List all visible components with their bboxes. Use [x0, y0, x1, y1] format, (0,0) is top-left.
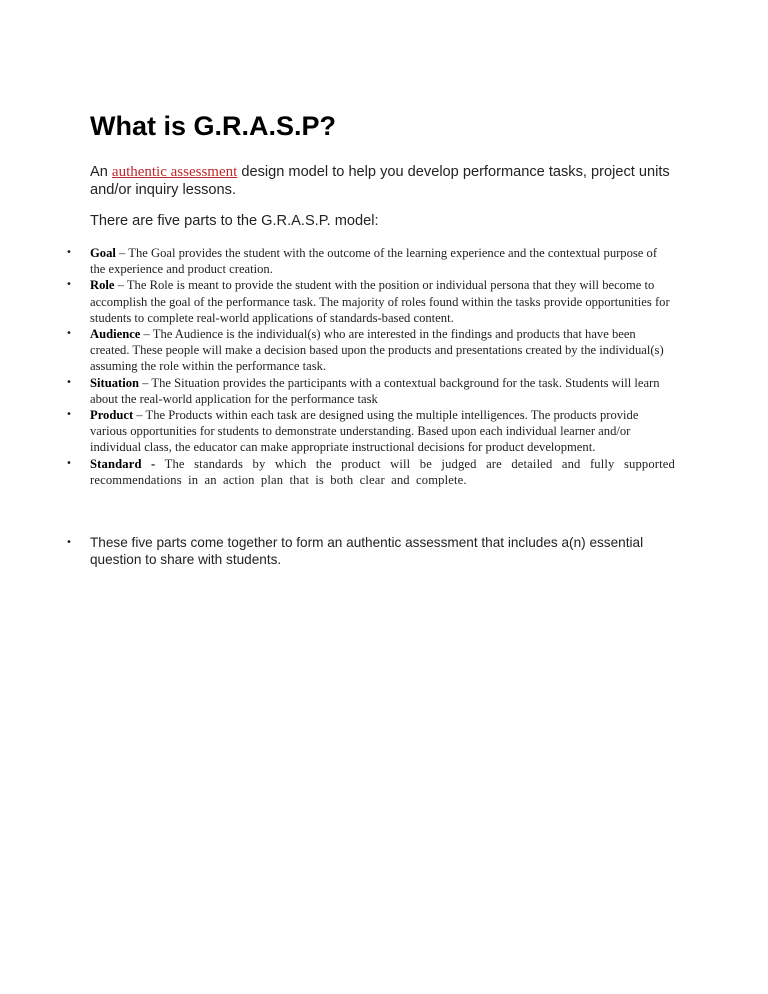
grasp-parts-list	[66, 245, 675, 488]
bullet-icon: •	[66, 328, 72, 340]
list-item-closing	[66, 535, 675, 568]
term-situation: Situation	[90, 375, 139, 390]
page-title: What is G.R.A.S.P?	[90, 111, 337, 141]
separator: –	[133, 408, 146, 423]
list-item-product	[66, 407, 675, 456]
list-item-standard	[66, 456, 675, 488]
list-item-goal	[66, 245, 675, 277]
authentic-assessment-link[interactable]: authentic assessment	[111, 164, 238, 180]
bullet-icon: •	[66, 409, 72, 421]
separator: –	[114, 278, 127, 293]
closing-text: These five parts come together to form an authentic assessment that includes a(n) essential question to share with students.	[90, 535, 644, 567]
bullet-icon: •	[66, 247, 72, 258]
term-goal: Goal	[90, 246, 116, 260]
intro-paragraph	[90, 163, 680, 199]
five-parts-line: There are five parts to the G.R.A.S.P. model:	[90, 213, 379, 229]
list-item-audience	[66, 326, 675, 375]
closing-list	[66, 535, 675, 568]
intro-suffix: design model to help you develop performance tasks, project units and/or inquiry lessons.	[90, 164, 670, 198]
bullet-icon: •	[66, 537, 72, 548]
separator: –	[140, 327, 153, 342]
bullet-icon: •	[66, 376, 72, 388]
description-role: The Role is meant to provide the student with the position or individual persona that they will become to accomplish the goal of the performance task. The majority of roles found within the tasks provide opportunities for students to complete real-world applications of standards-based content.	[90, 278, 670, 325]
list-item-role	[66, 277, 675, 326]
description-situation: The Situation provides the participants with a contextual background for the task. Students will learn about the real-world application for the performance task	[90, 375, 660, 406]
term-product: Product	[90, 408, 134, 423]
separator: –	[139, 375, 152, 390]
term-audience: Audience	[90, 327, 141, 342]
separator	[155, 457, 164, 471]
bullet-icon: •	[66, 279, 72, 291]
description-goal: The Goal provides the student with the outcome of the learning experience and the contextual purpose of the experience and product creation.	[90, 246, 658, 277]
bullet-icon: •	[66, 457, 73, 469]
description-product: The Products within each task are designed using the multiple intelligences. The products provide various opportunities for students to demonstrate understanding. Based upon each individual learner and/or individual class, the educator can make appropriate instructional decisions for product development.	[90, 408, 639, 455]
description-audience: The Audience is the individual(s) who are interested in the findings and products that have been created. These people will make a decision based upon the products and presentations created by the individual(s) assuming the role within the performance task.	[90, 327, 664, 374]
separator: –	[115, 246, 129, 260]
intro-prefix: An	[90, 164, 112, 180]
term-role: Role	[90, 278, 115, 293]
description-standard: The standards by which the product will be judged are detailed and fully supported recommendations in an action plan that is both clear and complete.	[90, 456, 675, 487]
list-item-situation	[66, 375, 675, 407]
term-standard: Standard -	[90, 456, 156, 471]
